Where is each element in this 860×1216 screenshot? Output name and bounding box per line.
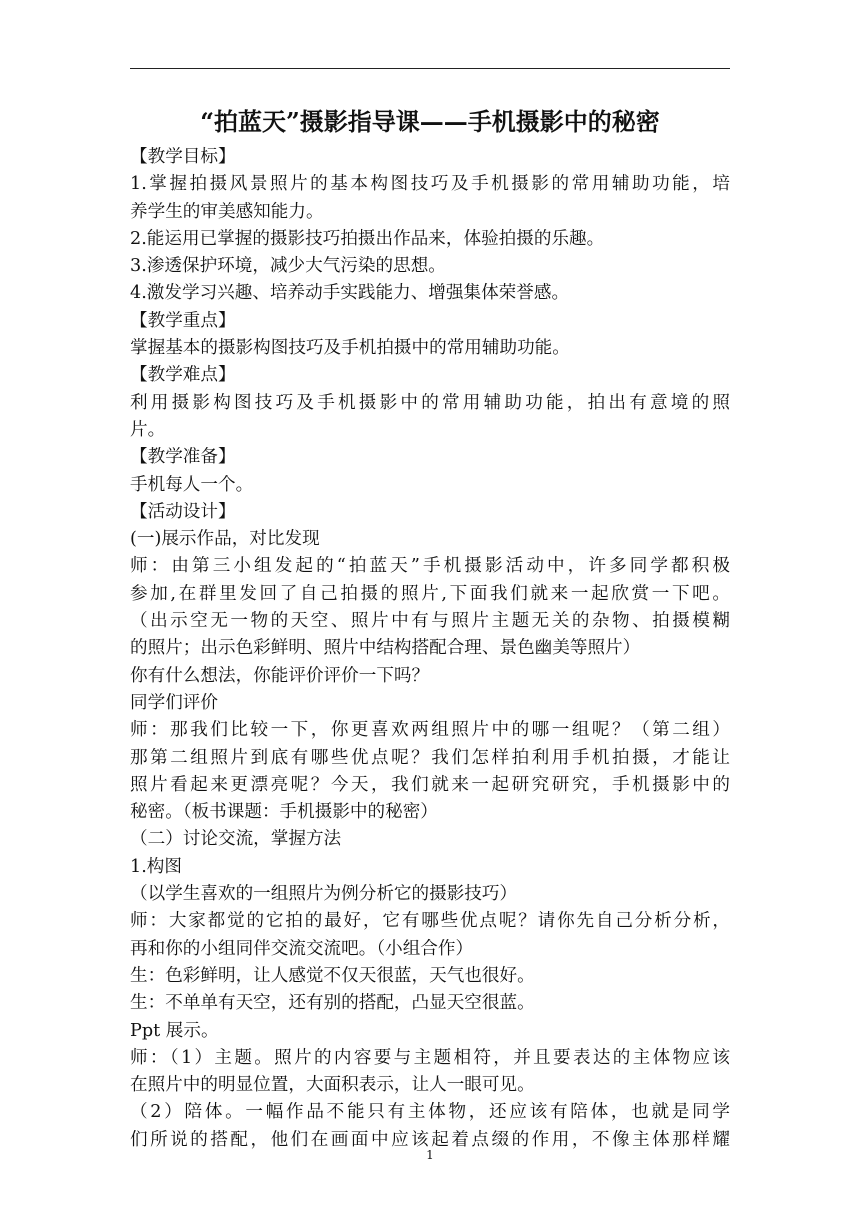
text-line: 师：大家都觉的它拍的最好，它有哪些优点呢？请你先自己分析分析， [130, 911, 730, 932]
text-line: （出示空无一物的天空、照片中有与照片主题无关的杂物、拍摄模糊 [130, 611, 730, 632]
text-line: 生：色彩鲜明，让人感觉不仅天很蓝，天气也很好。 [130, 965, 535, 986]
header-rule [130, 68, 730, 69]
text-line: 【教学准备】 [130, 447, 236, 468]
text-line: Ppt 展示。 [130, 1020, 219, 1041]
text-line: 同学们评价 [130, 692, 218, 713]
text-line: 掌握基本的摄影构图技巧及手机拍摄中的常用辅助功能。 [130, 338, 570, 359]
text-line: 【活动设计】 [130, 501, 236, 522]
text-line: 【教学难点】 [130, 365, 236, 386]
text-line: （二）讨论交流，掌握方法 [130, 829, 342, 850]
text-line: （2）陪体。一幅作品不能只有主体物，还应该有陪体，也就是同学 [130, 1102, 730, 1123]
text-line: （以学生喜欢的一组照片为例分析它的摄影技巧） [130, 884, 518, 905]
text-line: 在照片中的明显位置，大面积表示，让人一眼可见。 [130, 1075, 535, 1096]
text-line: 利用摄影构图技巧及手机摄影中的常用辅助功能，拍出有意境的照 [130, 392, 730, 413]
page-title: “拍蓝天”摄影指导课——手机摄影中的秘密 [200, 107, 660, 136]
text-line: 的照片；出示色彩鲜明、照片中结构搭配合理、景色幽美等照片） [130, 638, 641, 659]
text-line: 3.渗透保护环境，减少大气污染的思想。 [130, 256, 446, 277]
text-line: 1.掌握拍摄风景照片的基本构图技巧及手机摄影的常用辅助功能，培 [130, 174, 730, 195]
text-line: 那第二组照片到底有哪些优点呢？我们怎样拍利用手机拍摄，才能让 [130, 747, 730, 768]
text-line: 生：不单单有天空，还有别的搭配，凸显天空很蓝。 [130, 993, 535, 1014]
document-body [130, 100, 730, 1154]
text-line: 们所说的搭配，他们在画面中应该起着点缀的作用，不像主体那样耀 [130, 1129, 730, 1150]
text-line: 师：那我们比较一下，你更喜欢两组照片中的哪一组呢？（第二组） [130, 720, 730, 741]
text-line: 手机每人一个。 [130, 474, 254, 495]
text-line: 2.能运用已掌握的摄影技巧拍摄出作品来，体验拍摄的乐趣。 [130, 228, 605, 249]
body-text [130, 144, 730, 1154]
text-line: 照片看起来更漂亮呢？今天，我们就来一起研究研究，手机摄影中的 [130, 774, 730, 795]
text-line: 你有什么想法，你能评价评价一下吗？ [130, 665, 430, 686]
text-line: (一)展示作品，对比发现 [130, 529, 320, 550]
text-line: 【教学目标】 [130, 147, 236, 167]
text-line: 师：由第三小组发起的“拍蓝天”手机摄影活动中，许多同学都积极 [130, 556, 730, 577]
text-line: 1.构图 [130, 856, 182, 877]
text-line: 【教学重点】 [130, 310, 236, 331]
text-line: 养学生的审美感知能力。 [130, 201, 324, 222]
text-line: 4.激发学习兴趣、培养动手实践能力、增强集体荣誉感。 [130, 283, 570, 304]
text-line: 参加,在群里发回了自己拍摄的照片,下面我们就来一起欣赏一下吧。 [130, 583, 730, 604]
text-line: 师：（1）主题。照片的内容要与主题相符，并且要表达的主体物应该 [130, 1047, 730, 1068]
text-line: 片。 [130, 419, 166, 440]
text-line: 再和你的小组同伴交流交流吧。（小组合作） [130, 938, 474, 959]
text-line: 秘密。（板书课题：手机摄影中的秘密） [130, 802, 438, 823]
page-number: 1 [426, 1148, 434, 1162]
